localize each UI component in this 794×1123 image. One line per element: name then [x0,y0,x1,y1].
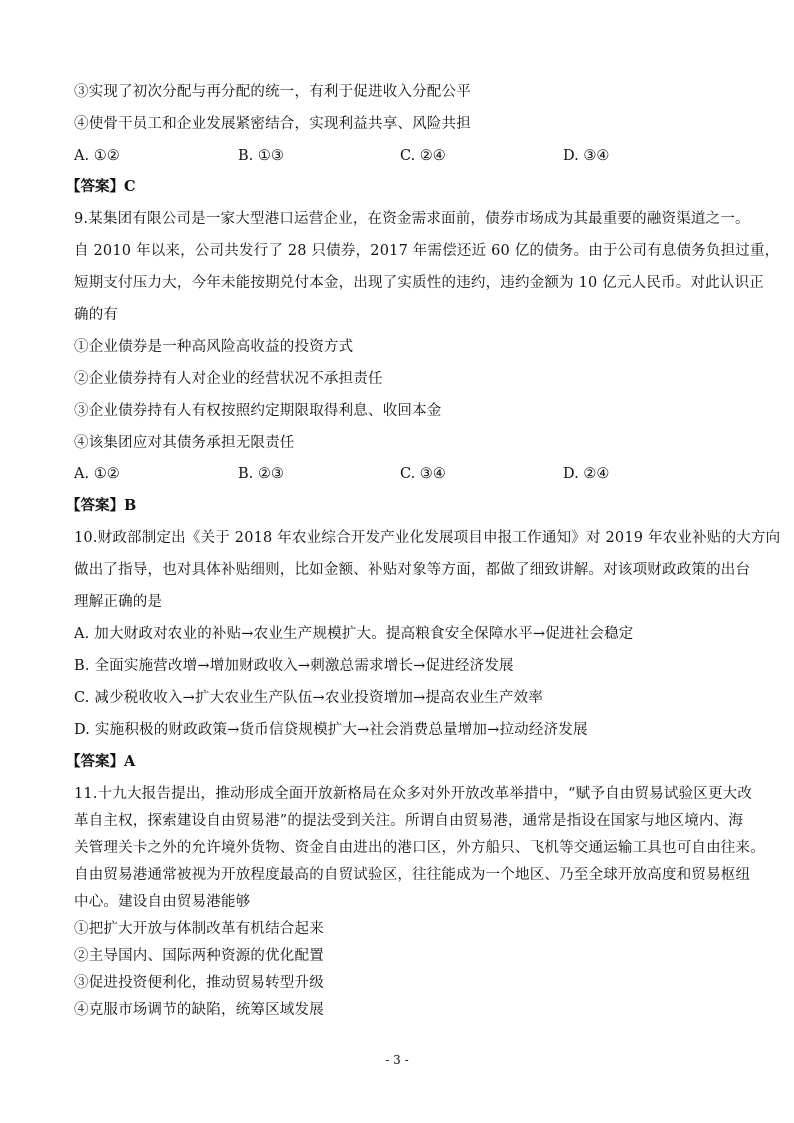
q9-stem-line-1: 9.某集团有限公司是一家大型港口运营企业，在资金需求面前，债券市场成为其最重要的融资渠道之一。 [74,211,750,227]
q9-option-c: C. ③④ [400,466,446,482]
q10-answer: 【答案】A [66,753,136,770]
q11-item-1: ①把扩大开放与体制改革有机结合起来 [74,921,324,937]
q8-item-4: ④使骨干员工和企业发展紧密结合，实现利益共享、风险共担 [74,116,471,132]
q11-item-3: ③促进投资便利化，推动贸易转型升级 [74,975,324,991]
q8-answer: 【答案】C [66,178,136,195]
q10-choice-c: C. 减少税收收入→扩大农业生产队伍→农业投资增加→提高农业生产效率 [74,690,544,706]
q10-choice-b: B. 全面实施营改增→增加财政收入→刺激总需求增长→促进经济发展 [74,658,514,674]
q11-stem-line-3: 关管理关卡之外的允许境外货物、资金自由进出的港口区，外方船只、飞机等交通运输工具也可自由往来。 [74,840,765,856]
q9-item-2: ②企业债券持有人对企业的经营状况不承担责任 [74,371,383,387]
q9-item-4: ④该集团应对其债务承担无限责任 [74,435,295,451]
q9-option-b: B. ②③ [238,466,284,482]
page-number: - 3 - [385,1053,409,1067]
q9-stem-line-2: 自 2010 年以来，公司共发行了 28 只债券，2017 年需偿还近 60 亿的债务。由于公司有息债务负担过重， [74,243,780,259]
q11-stem-line-5: 中心。建设自由贸易港能够 [74,894,251,910]
q11-stem-line-1: 11.十九大报告提出，推动形成全面开放新格局在众多对外开放改革举措中，“赋予自由贸易试验区更大改 [74,786,753,802]
q9-option-d: D. ②④ [563,466,610,482]
q9-answer: 【答案】B [66,497,137,514]
q8-option-c: C. ②④ [400,148,446,164]
q8-option-a: A. ①② [74,148,120,164]
q8-option-d: D. ③④ [563,148,610,164]
q9-item-3: ③企业债券持有人有权按照约定期限取得利息、收回本金 [74,403,442,419]
q10-choice-d: D. 实施积极的财政政策→货币信贷规模扩大→社会消费总量增加→拉动经济发展 [74,722,588,738]
q9-stem-line-3: 短期支付压力大，今年未能按期兑付本金，出现了实质性的违约，违约金额为 10 亿元人民币。对此认识正 [74,275,764,291]
q9-option-a: A. ①② [74,466,120,482]
q11-stem-line-4: 自由贸易港通常被视为开放程度最高的自贸试验区，往往能成为一个地区、乃至全球开放高度和贸易枢纽 [74,867,751,883]
q8-item-3: ③实现了初次分配与再分配的统一，有利于促进收入分配公平 [74,84,471,100]
q10-stem-line-1: 10.财政部制定出《关于 2018 年农业综合开发产业化发展项目申报工作通知》对 2019 年农业补贴的大方向 [74,530,781,546]
q9-item-1: ①企业债券是一种高风险高收益的投资方式 [74,339,354,355]
q10-stem-line-3: 理解正确的是 [74,594,163,610]
q11-stem-line-2: 革自主权，探索建设自由贸易港”的提法受到关注。所谓自由贸易港，通常是指设在国家与地区境内、海 [74,813,744,829]
q11-item-2: ②主导国内、国际两种资源的优化配置 [74,948,324,964]
q8-option-b: B. ①③ [238,148,284,164]
q9-stem-line-4: 确的有 [74,307,119,323]
q10-choice-a: A. 加大财政对农业的补贴→农业生产规模扩大。提高粮食安全保障水平→促进社会稳定 [74,626,634,642]
q10-stem-line-2: 做出了指导，也对具体补贴细则，比如金额、补贴对象等方面，都做了细致讲解。对该项财政政策的出台 [74,562,751,578]
q11-item-4: ④克服市场调节的缺陷，统筹区域发展 [74,1002,324,1018]
